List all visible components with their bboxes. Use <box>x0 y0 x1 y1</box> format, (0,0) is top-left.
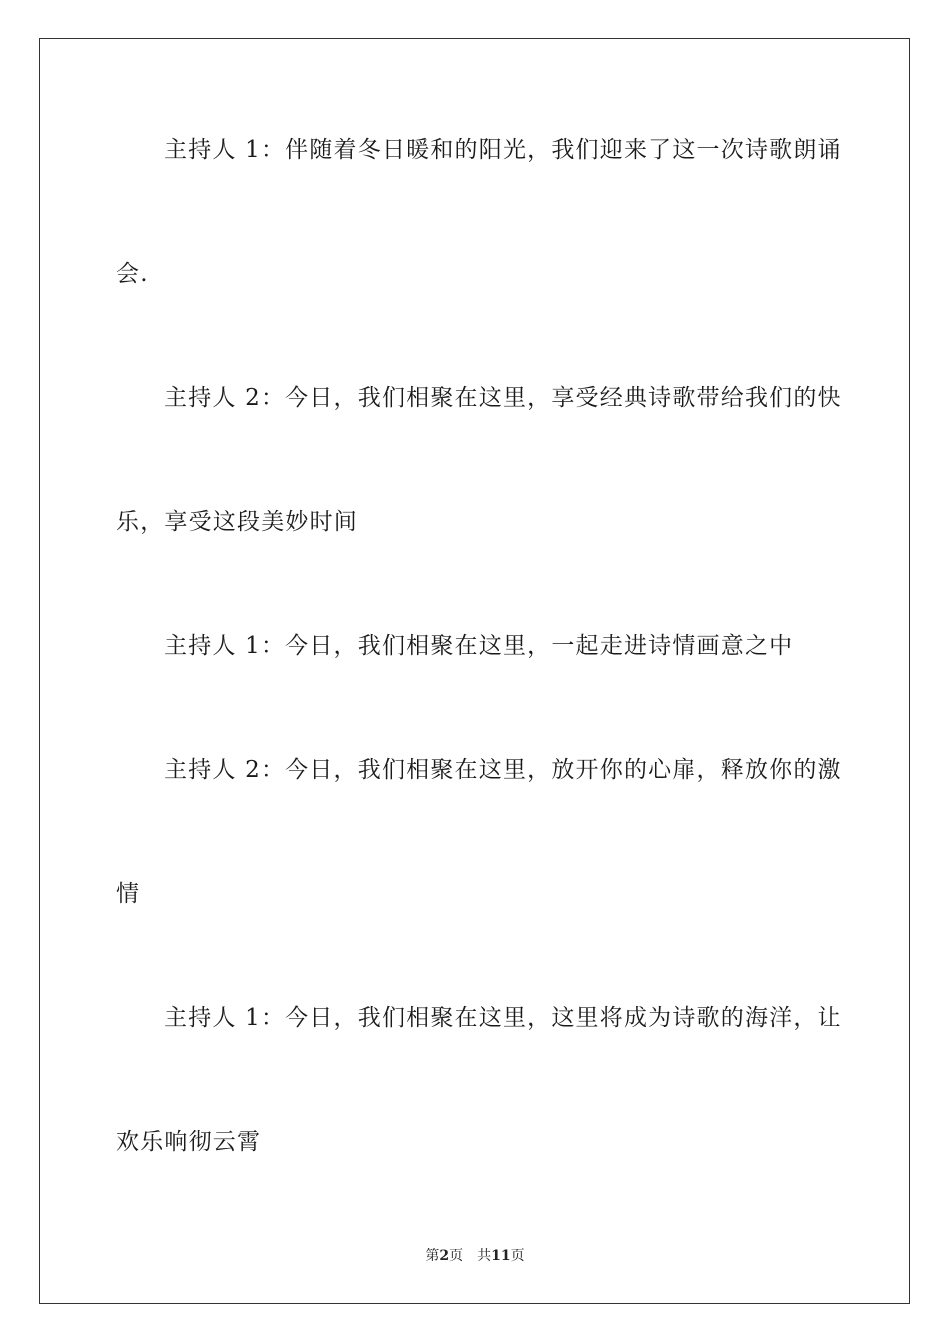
page-prefix: 第 <box>425 1248 440 1264</box>
page-footer <box>0 1247 950 1265</box>
page-number: 2 <box>439 1248 450 1264</box>
total-prefix: 共 <box>477 1248 492 1264</box>
paragraph-2-line-2: 乐，享受这段美妙时间 <box>116 509 358 535</box>
paragraph-4-line-1: 主持人 2：今日，我们相聚在这里，放开你的心扉，释放你的激 <box>164 757 842 783</box>
paragraph-4-line-2: 情 <box>116 881 141 907</box>
paragraph-2-line-1: 主持人 2：今日，我们相聚在这里，享受经典诗歌带给我们的快 <box>164 385 842 411</box>
paragraph-1-line-1: 主持人 1：伴随着冬日暖和的阳光，我们迎来了这一次诗歌朗诵 <box>164 137 842 163</box>
page-suffix: 页 <box>449 1248 464 1264</box>
page-border <box>39 38 910 1304</box>
paragraph-3-line-1: 主持人 1：今日，我们相聚在这里，一起走进诗情画意之中 <box>164 633 794 659</box>
total-suffix: 页 <box>510 1248 525 1264</box>
paragraph-5-line-1: 主持人 1：今日，我们相聚在这里，这里将成为诗歌的海洋，让 <box>164 1005 842 1031</box>
paragraph-5-line-2: 欢乐响彻云霄 <box>116 1129 262 1155</box>
paragraph-1-line-2: 会. <box>116 261 149 287</box>
total-pages: 11 <box>491 1248 511 1264</box>
